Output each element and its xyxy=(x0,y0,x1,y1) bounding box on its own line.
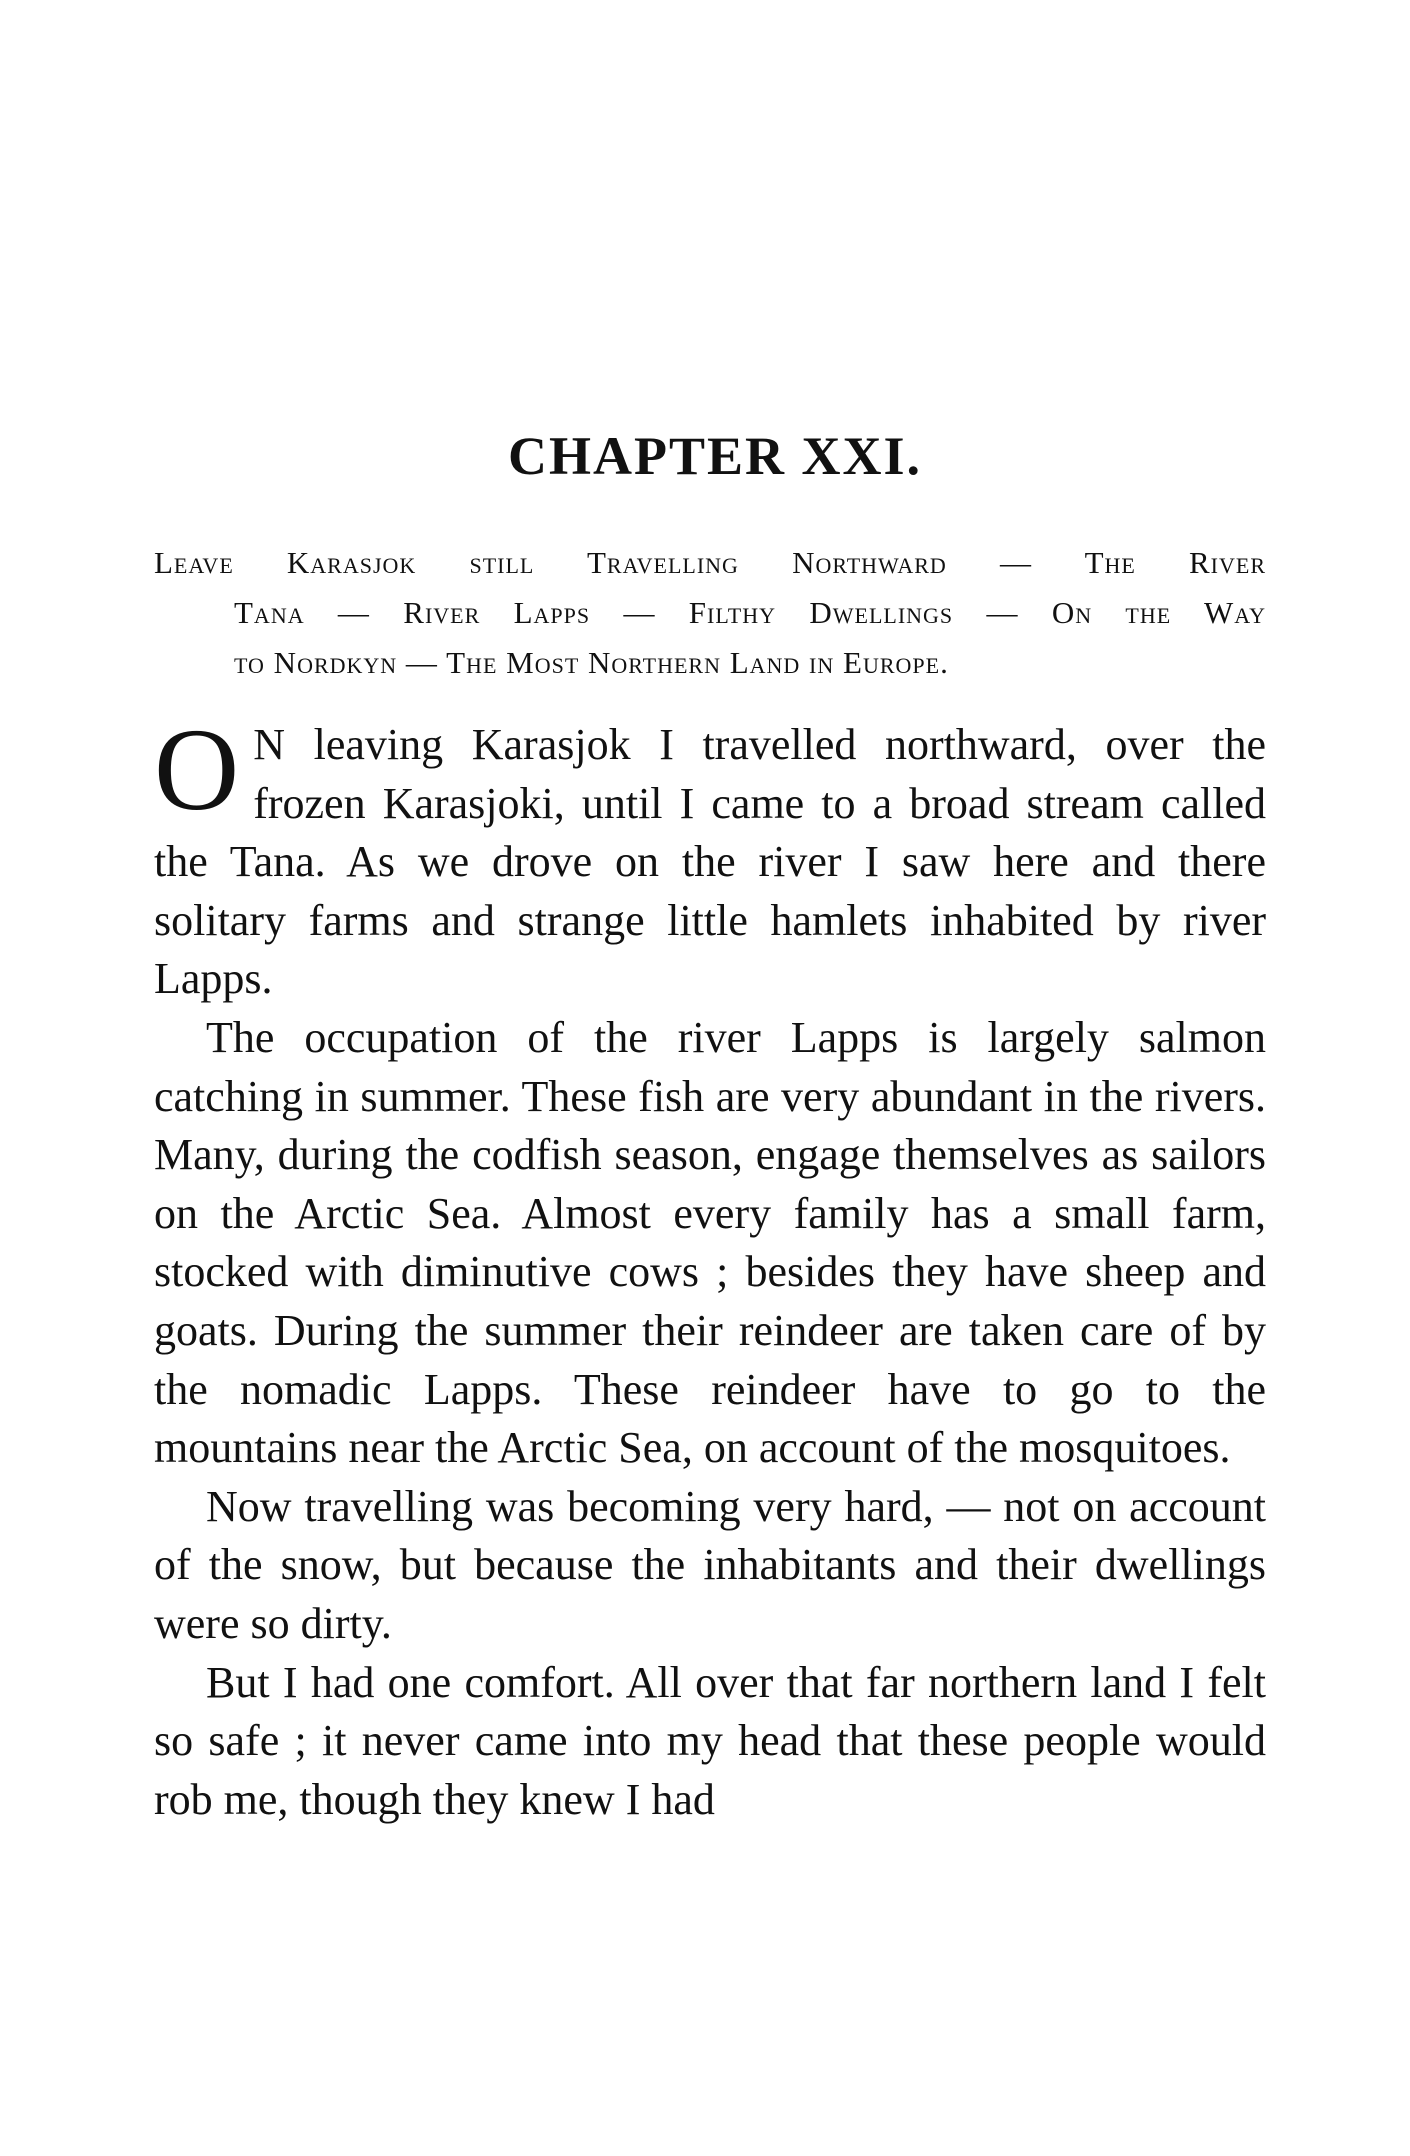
chapter-title: CHAPTER XXI. xyxy=(507,426,923,486)
chapter-summary xyxy=(154,538,1266,688)
drop-cap: O xyxy=(154,704,240,835)
chapter-body xyxy=(154,704,1266,1829)
paragraph xyxy=(154,704,1266,1009)
summary-line: Tana — River Lapps — Filthy Dwellings — On the Way xyxy=(234,595,1266,630)
paragraph: The occupation of the river Lapps is largely salmon catching in summer. These fish are very abundant in the rivers. Many, during the codfish season, engage themselves as sailors on the Arctic Sea. Almost every family has a small farm, stocked with diminutive cows ; besides they have sheep and goats. During the summer their reindeer are taken care of by the nomadic Lapps. These reindeer have to go to the mountains near the Arctic Sea, on account of the mosquitoes. xyxy=(154,1012,1266,1473)
paragraph: Now travelling was becoming very hard, — not on account of the snow, but because the inhabitants and their dwellings were so dirty. xyxy=(154,1481,1266,1648)
summary-line: Leave Karasjok still Travelling Northward — The River xyxy=(154,545,1266,580)
paragraph: But I had one comfort. All over that far northern land I felt so safe ; it never came into my head that these people would rob me, though they knew I had xyxy=(154,1657,1266,1824)
summary-line: to Nordkyn — The Most Northern Land in Europe. xyxy=(234,645,949,680)
paragraph-text: N leaving Karasjok I travelled northward, over the frozen Karasjoki, until I came to a broad stream called the Tana. As we drove on the river I saw here and there solitary farms and strange little hamlets inhabited by river Lapps. xyxy=(154,720,1266,1004)
